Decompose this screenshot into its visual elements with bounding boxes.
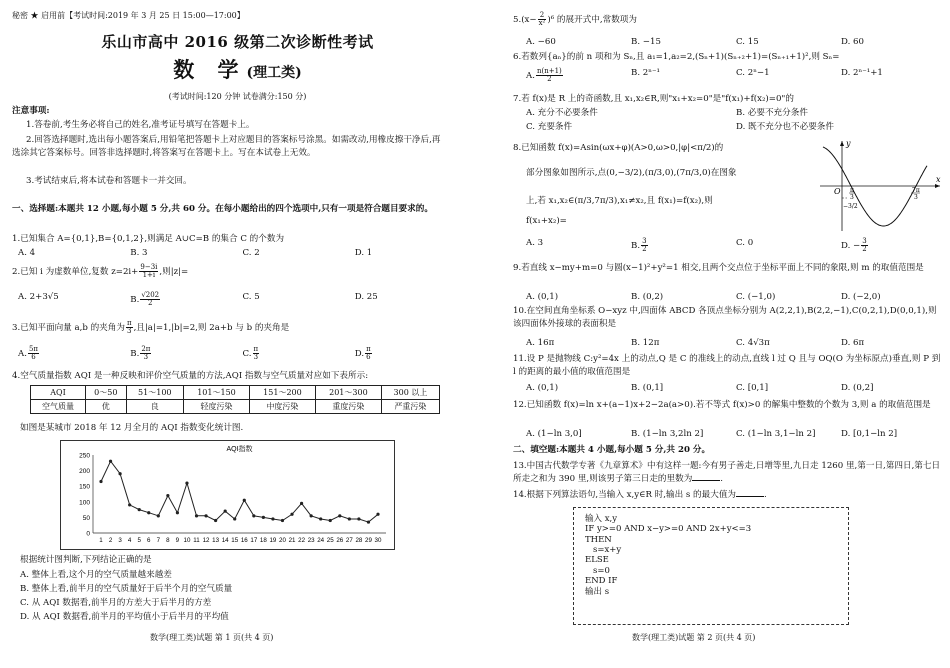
question-3: 3.已知平面向量 a,b 的夹角为 $\frac{\pi}{3}$ ,且|a|=1,|b|=2,则 2a+b 与 b 的夹角是: [12, 319, 290, 335]
x-tick-label: 24: [317, 537, 325, 544]
graph-x-label: x: [936, 175, 941, 184]
question-4-option-b: B. 整体上看,前半月的空气质量好于后半个月的空气质量: [20, 584, 233, 594]
question-11: 11.设 P 是抛物线 C:y²=4x 上的动点,Q 是 C 的准线上的动点,直线 l 过 Q 且与 OQ(O 为坐标原点)垂直,则 P 到 l 的距离的最小值的取值范围是: [513, 354, 941, 378]
data-point: [233, 517, 236, 520]
data-point: [329, 519, 332, 522]
y-tick-label: 200: [79, 468, 90, 476]
data-point: [319, 517, 322, 520]
question-4-chart-caption: 如图是某城市 2018 年 12 月全月的 AQI 指数变化统计图.: [20, 423, 244, 433]
data-point: [300, 502, 303, 505]
graph-tick-pi-3: π: [850, 187, 854, 194]
data-point: [338, 514, 341, 517]
code-line: END IF: [585, 576, 618, 587]
data-point: [271, 517, 274, 520]
data-point: [243, 499, 246, 502]
question-7-options-row-2: C. 充要条件 D. 既不充分也不必要条件: [526, 122, 834, 132]
x-tick-label: 23: [307, 537, 315, 544]
question-12-options: A. (1−ln 3,0] B. (1−ln 3,2ln 2] C. (1−ln 3,1−ln 2] D. [0,1−ln 2]: [526, 429, 898, 439]
question-8-line-4: f(x₁+x₂)=: [526, 216, 567, 226]
x-tick-label: 9: [175, 537, 180, 544]
subject-title: 数 学(理工类): [173, 57, 302, 82]
question-3-options: A. $\frac{5\pi}{6}$ B. $\frac{2\pi}{3}$ C. $\frac{\pi}{3}$ D. $\frac{\pi}{6}$: [18, 345, 371, 361]
question-11-options: A. (0,1) B. (0,1] C. [0,1] D. (0,2]: [526, 383, 874, 393]
data-point: [99, 480, 102, 483]
x-tick-label: 21: [288, 537, 296, 544]
data-point: [290, 513, 293, 516]
data-point: [166, 494, 169, 497]
question-5: 5.(x− $\frac{2}{\text{x²}}$ )⁶ 的展开式中,常数项为: [513, 11, 637, 27]
data-point: [147, 511, 150, 514]
code-line: 输出 s: [585, 586, 610, 597]
graph-origin-label: O: [834, 187, 841, 196]
y-tick-label: 0: [86, 530, 90, 538]
notice-heading: 注意事项:: [12, 106, 50, 116]
svg-text:3: 3: [914, 194, 918, 201]
aqi-table-row: 空气质量 优 良 轻度污染 中度污染 重度污染 严重污染: [31, 400, 440, 414]
code-line: 输入 x,y: [585, 514, 617, 524]
data-point: [367, 520, 370, 523]
x-tick-label: 13: [212, 537, 220, 544]
data-point: [214, 519, 217, 522]
y-tick-label: 50: [82, 514, 90, 522]
section-2-heading: 二、填空题:本题共 4 小题,每小题 5 分,共 20 分。: [513, 445, 711, 455]
question-9-options: A. (0,1) B. (0,2) C. (−1,0) D. (−2,0): [526, 292, 881, 302]
notice-2: 2.回答选择题时,选出每小题答案后,用铅笔把答题卡上对应题目的答案标号涂黑。如需改动,用橡皮擦干净后,再选涂其它答案标号。回答非选择题时,将答案写在答题卡上。写在本试卷上无效。: [12, 135, 441, 159]
x-tick-label: 12: [202, 537, 210, 544]
question-6: 6.若数列{aₙ}的前 n 项和为 Sₙ,且 a₁=1,a₂=2,(Sₙ+1)(Sₙ₊₂+1)=(Sₙ₊₁+1)²,则 Sₙ=: [513, 52, 840, 62]
question-5-options: A. −60 B. −15 C. 15 D. 60: [526, 37, 864, 47]
data-point: [119, 472, 122, 475]
notice-3: 3.考试结束后,将本试卷和答题卡一并交回。: [26, 176, 192, 186]
question-4-option-a: A. 整体上看,这个月的空气质量越来越差: [20, 570, 172, 580]
question-9: 9.若直线 x−my+m=0 与圆(x−1)²+y²=1 相交,且两个交点位于坐标平面上不同的象限,则 m 的取值范围是: [513, 263, 924, 273]
question-6-options: A. $\frac{n(n+1)}{2}$ B. 2ⁿ⁻¹ C. 2ⁿ−1 D. 2ⁿ⁻¹+1: [526, 67, 883, 83]
aqi-chart-frame: [60, 440, 395, 550]
code-line: s=x+y: [593, 545, 622, 556]
question-8-line-2: 部分图象如图所示,点(0,−3/2),(π/3,0),(7π/3,0)在图象: [526, 168, 737, 178]
x-tick-label: 5: [137, 537, 141, 544]
x-tick-label: 2: [108, 537, 113, 544]
school-title: 乐山市高中 2016 级第二次诊断性考试: [101, 33, 374, 51]
x-tick-label: 28: [355, 537, 363, 544]
code-line: ELSE: [585, 555, 609, 566]
data-point: [157, 514, 160, 517]
question-4-prompt: 根据统计图判断,下列结论正确的是: [20, 555, 152, 565]
question-8-line-3: 上,若 x₁,x₂∈(π/3,7π/3),x₁≠x₂,且 f(x₁)=f(x₂),则: [526, 196, 713, 206]
x-tick-label: 15: [231, 537, 239, 544]
x-tick-label: 1: [99, 537, 103, 544]
data-point: [138, 508, 141, 511]
graph-tick-neg: −3/2: [843, 203, 858, 210]
y-tick-label: 150: [79, 483, 90, 491]
x-tick-label: 3: [118, 537, 122, 544]
data-point: [310, 514, 313, 517]
aqi-series-line: [101, 461, 378, 522]
notice-1: 1.答卷前,考生务必将自己的姓名,准考证号填写在答题卡上。: [26, 120, 255, 130]
question-8-line-1: 8.已知函数 f(x)=Asin(ωx+φ)(A>0,ω>0,|φ|<π/2)的: [513, 143, 724, 153]
x-tick-label: 16: [240, 537, 248, 544]
x-tick-label: 30: [374, 537, 382, 544]
y-tick-label: 250: [79, 452, 90, 460]
data-point: [204, 514, 207, 517]
x-tick-label: 18: [259, 537, 267, 544]
x-tick-label: 27: [345, 537, 353, 544]
data-point: [281, 519, 284, 522]
page-1-footer: 数学(理工类)试题 第 1 页(共 4 页): [150, 633, 274, 642]
question-10-options: A. 16π B. 12π C. 4√3π D. 6π: [526, 338, 865, 348]
x-tick-label: 7: [156, 537, 161, 544]
question-4: 4.空气质量指数 AQI 是一种反映和评价空气质量的方法,AQI 指数与空气质量对应如下表所示:: [12, 371, 369, 381]
code-line: THEN: [585, 534, 612, 545]
question-4-option-c: C. 从 AQI 数据看,前半月的方差大于后半月的方差: [20, 598, 212, 608]
x-tick-label: 22: [298, 537, 306, 544]
data-point: [195, 514, 198, 517]
question-2-options: A. 2+3√5 B. $\frac{√202}{2}$ C. 5 D. 25: [18, 291, 378, 307]
q14-answer-blank[interactable]: [736, 496, 764, 497]
exam-info: (考试时间:120 分钟 试卷满分:150 分): [168, 92, 307, 101]
x-tick-label: 10: [183, 537, 191, 544]
question-14: 14.根据下列算法语句,当输入 x,y∈R 时,输出 s 的最大值为 .: [513, 490, 767, 500]
x-tick-label: 25: [326, 537, 334, 544]
question-1-options: A. 4 B. 3 C. 2 D. 1: [18, 248, 373, 258]
code-line: s=0: [593, 565, 610, 576]
data-point: [357, 517, 360, 520]
question-2: 2.已知 i 为虚数单位,复数 z=2i+ $\frac{9-3i}{1+i}$ ,则|z|=: [12, 263, 189, 279]
aqi-table: [30, 385, 440, 414]
data-point: [252, 514, 255, 517]
data-point: [348, 517, 351, 520]
question-8-options: A. 3 B. $\frac{3}{2}$ C. 0 D. − $\frac{3}{2}$: [526, 237, 867, 253]
x-tick-label: 29: [365, 537, 372, 544]
aqi-line-chart: [61, 441, 396, 551]
data-point: [376, 513, 379, 516]
graph-tick-7pi-3: 7π: [912, 187, 920, 194]
svg-text:3: 3: [850, 194, 854, 201]
question-1: 1.已知集合 A={0,1},B={0,1,2},则满足 A∪C=B 的集合 C 的个数为: [12, 234, 285, 244]
chart-title: AQI指数: [226, 446, 253, 453]
x-tick-label: 6: [147, 537, 151, 544]
data-point: [128, 503, 131, 506]
x-tick-label: 11: [193, 537, 200, 544]
x-tick-label: 26: [336, 537, 344, 544]
question-4-option-d: D. 从 AQI 数据看,前半月的平均值小于后半月的平均值: [20, 612, 229, 622]
y-tick-label: 100: [79, 499, 90, 507]
x-tick-label: 4: [127, 537, 132, 544]
x-tick-label: 20: [279, 537, 286, 544]
section-1-heading: 一、选择题:本题共 12 小题,每小题 5 分,共 60 分。在每小题给出的四个选项中,只有一项是符合题目要求的。: [12, 204, 433, 214]
x-tick-label: 17: [250, 537, 258, 544]
x-tick-label: 19: [269, 537, 277, 544]
data-point: [262, 516, 265, 519]
algorithm-code: [585, 514, 751, 597]
data-point: [109, 460, 112, 463]
question-7-options-row-1: A. 充分不必要条件 B. 必要不充分条件: [526, 108, 808, 118]
data-point: [185, 481, 188, 484]
data-point: [224, 510, 227, 513]
question-13: 13.中国古代数学专著《九章算术》中有这样一题:今有男子善走,日增等里,九日走 1260 里,第一日,第四日,第七日所走之和为 390 里,则该男子第三日走的里数为 .: [513, 461, 941, 485]
aqi-table-row: AQI 0～50 51～100 101～150 151～200 201～300 300 以上: [31, 386, 440, 400]
question-10: 10.在空间直角坐标系 O−xyz 中,四面体 ABCD 各顶点坐标分别为 A(2,2,1),B(2,2,−1),C(0,2,1),D(0,0,1),则该四面体外接球的表面积是: [513, 306, 937, 330]
x-tick-label: 14: [221, 537, 229, 544]
q8-sine-graph: [815, 136, 945, 236]
q13-answer-blank[interactable]: [692, 480, 720, 481]
x-tick-label: 8: [166, 537, 170, 544]
graph-y-label: y: [846, 139, 851, 148]
question-7: 7.若 f(x)是 R 上的奇函数,且 x₁,x₂∈R,则"x₁+x₂=0"是"f(x₁)+f(x₂)=0"的: [513, 94, 794, 104]
code-line: IF y>=0 AND x−y>=0 AND 2x+y<=3: [585, 524, 752, 535]
confidential-line: 秘密 ★ 启用前【考试时间:2019 年 3 月 25 日 15:00—17:00】: [12, 11, 245, 20]
page-2-footer: 数学(理工类)试题 第 2 页(共 4 页): [632, 633, 756, 642]
data-point: [176, 511, 179, 514]
question-12: 12.已知函数 f(x)=ln x+(a−1)x+2−2a(a>0).若不等式 f(x)>0 的解集中整数的个数为 3,则 a 的取值范围是: [513, 400, 931, 410]
